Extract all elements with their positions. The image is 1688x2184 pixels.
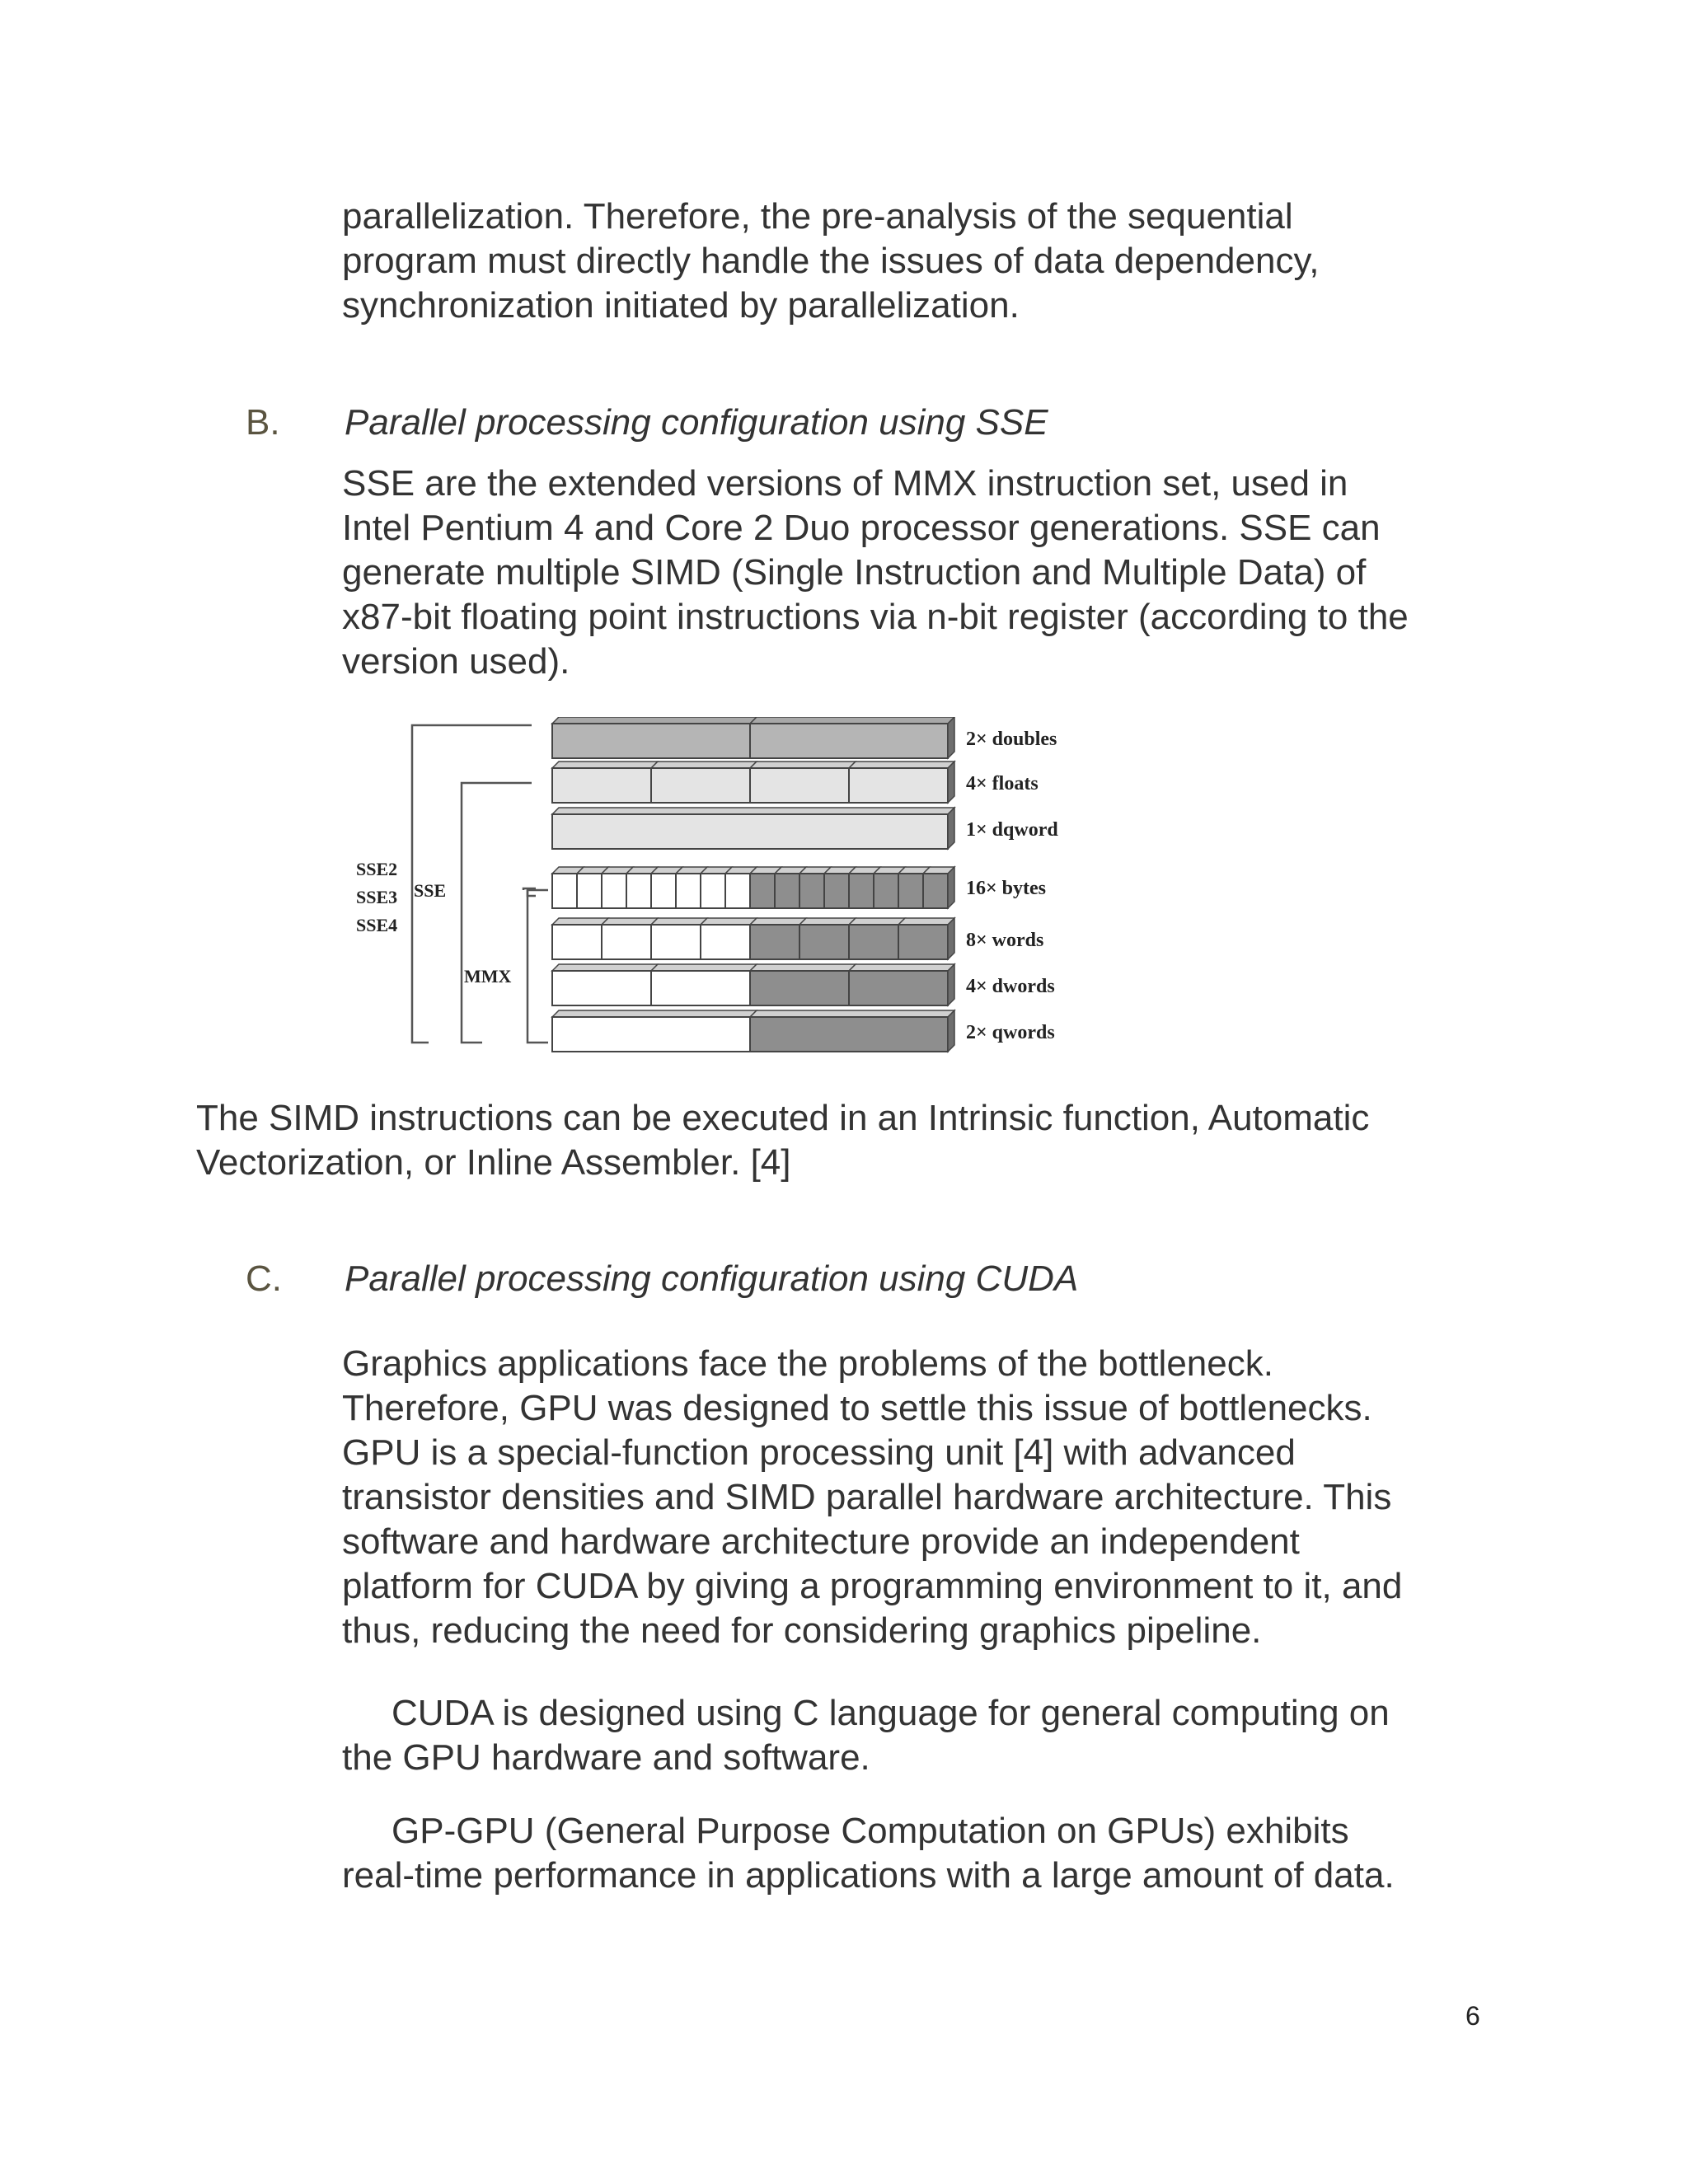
text-line: version used). <box>342 641 570 682</box>
cell-top-face <box>750 1010 954 1017</box>
register-row-bytes <box>552 867 954 908</box>
text-line: platform for CUDA by giving a programming environment to it, and <box>342 1566 1403 1606</box>
cell-top-face <box>750 717 954 724</box>
cell-side-face <box>948 762 954 803</box>
register-cell <box>651 925 701 959</box>
cell-top-face <box>552 717 757 724</box>
register-cell <box>750 925 799 959</box>
paragraph-gpgpu <box>342 1809 1395 1898</box>
register-cell <box>577 874 602 908</box>
text-line: x87-bit floating point instructions via n-bit register (according to the <box>342 597 1409 637</box>
cell-top-face <box>701 918 757 925</box>
register-cell <box>552 925 602 959</box>
register-cell <box>725 874 750 908</box>
register-row-words <box>552 918 954 959</box>
register-cell <box>552 814 948 849</box>
cell-top-face <box>552 918 608 925</box>
row-label-doubles: 2× doubles <box>966 729 1057 750</box>
register-cell <box>898 925 948 959</box>
row-label-qwords: 2× qwords <box>966 1022 1055 1043</box>
cell-top-face <box>849 918 905 925</box>
cell-top-face <box>849 964 954 971</box>
text-line: generate multiple SIMD (Single Instruction and Multiple Data) of <box>342 552 1367 593</box>
section-c-heading <box>246 1257 1482 1301</box>
section-b-title: Parallel processing configuration using SSE <box>345 402 1048 443</box>
text-line: the GPU hardware and software. <box>342 1737 870 1778</box>
register-cell <box>750 768 849 803</box>
page-number: 6 <box>1465 2001 1480 2031</box>
register-row-dqword <box>552 808 954 849</box>
register-row-qwords <box>552 1010 954 1052</box>
row-label-bytes: 16× bytes <box>966 878 1047 899</box>
paragraph-cuda-intro <box>342 1342 1402 1653</box>
cell-top-face <box>750 964 856 971</box>
text-line: CUDA is designed using C language for general computing on <box>392 1693 1390 1733</box>
register-cell <box>651 971 750 1005</box>
text-line: Intel Pentium 4 and Core 2 Duo processor generations. SSE can <box>342 508 1381 548</box>
sse2-label: SSE2 <box>356 859 398 879</box>
text-line: transistor densities and SIMD parallel hardware architecture. This <box>342 1477 1392 1517</box>
paragraph-intro <box>342 194 1319 328</box>
cell-top-face <box>552 1010 757 1017</box>
register-cell <box>552 724 750 758</box>
sse-label: SSE <box>414 880 447 901</box>
register-cell <box>552 971 651 1005</box>
row-label-dqword: 1× dqword <box>966 819 1058 841</box>
cell-top-face <box>799 918 856 925</box>
text-line: parallelization. Therefore, the pre-analysis of the sequential <box>342 196 1293 237</box>
register-cell <box>775 874 799 908</box>
text-line: software and hardware architecture provide an independent <box>342 1521 1300 1562</box>
cell-side-face <box>948 1010 954 1052</box>
cell-side-face <box>948 918 954 959</box>
cell-top-face <box>750 762 856 768</box>
register-cell <box>849 925 898 959</box>
register-cell <box>923 874 948 908</box>
register-cell <box>750 1017 948 1052</box>
register-cell <box>602 874 626 908</box>
register-cell <box>849 971 948 1005</box>
register-cell <box>898 874 923 908</box>
register-cell <box>552 768 651 803</box>
register-cell <box>750 971 849 1005</box>
register-cell <box>799 874 824 908</box>
section-c-letter: C. <box>246 1258 282 1299</box>
mmx-label: MMX <box>464 966 512 987</box>
section-b-heading <box>246 401 1482 445</box>
register-cell <box>602 925 651 959</box>
cell-top-face <box>651 918 707 925</box>
text-line: Therefore, GPU was designed to settle this issue of bottlenecks. <box>342 1388 1372 1428</box>
register-cell <box>651 768 750 803</box>
sse-bracket <box>462 783 532 1043</box>
register-row-doubles <box>552 717 954 758</box>
sse4-label: SSE4 <box>356 915 398 935</box>
cell-top-face <box>552 964 658 971</box>
text-line: synchronization initiated by parallelization. <box>342 285 1020 326</box>
cell-top-face <box>552 762 658 768</box>
row-label-floats: 4× floats <box>966 773 1039 794</box>
register-row-dwords <box>552 964 954 1005</box>
text-line: program must directly handle the issues of data dependency, <box>342 241 1320 281</box>
cell-top-face <box>750 918 806 925</box>
register-cell <box>849 768 948 803</box>
register-cell <box>676 874 701 908</box>
text-line: real-time performance in applications with a large amount of data. <box>342 1855 1395 1896</box>
sse3-label: SSE3 <box>356 887 398 907</box>
cell-side-face <box>948 717 954 758</box>
register-cell <box>626 874 651 908</box>
cell-side-face <box>948 808 954 849</box>
row-label-words: 8× words <box>966 930 1044 951</box>
text-line: Graphics applications face the problems of the bottleneck. <box>342 1343 1273 1384</box>
mmx-bracket <box>528 890 548 1043</box>
cell-top-face <box>898 918 954 925</box>
cell-side-face <box>948 964 954 1005</box>
text-line: SSE are the extended versions of MMX instruction set, used in <box>342 463 1348 504</box>
cell-top-face <box>849 762 954 768</box>
register-cell <box>799 925 849 959</box>
register-cell <box>824 874 849 908</box>
cell-side-face <box>948 867 954 908</box>
cell-top-face <box>602 918 658 925</box>
cell-top-face <box>552 808 954 814</box>
text-line: GP-GPU (General Purpose Computation on GPUs) exhibits <box>392 1811 1349 1851</box>
sse-register-diagram <box>346 717 1104 1071</box>
register-cell <box>701 925 750 959</box>
section-c-title: Parallel processing configuration using CUDA <box>345 1258 1079 1299</box>
text-line: GPU is a special-function processing unit [4] with advanced <box>342 1432 1296 1473</box>
register-row-floats <box>552 762 954 803</box>
text-line: The SIMD instructions can be executed in an Intrinsic function, Automatic <box>196 1098 1370 1138</box>
register-cell <box>750 874 775 908</box>
register-rows <box>552 717 954 1052</box>
paragraph-sse <box>342 462 1409 684</box>
text-line: Vectorization, or Inline Assembler. [4] <box>196 1142 791 1183</box>
section-b-letter: B. <box>246 402 280 443</box>
paragraph-cuda-c <box>342 1691 1390 1780</box>
register-cell <box>849 874 874 908</box>
text-line: thus, reducing the need for considering graphics pipeline. <box>342 1610 1262 1651</box>
paragraph-simd <box>196 1096 1369 1185</box>
register-cell <box>701 874 725 908</box>
row-label-dwords: 4× dwords <box>966 976 1055 997</box>
register-cell <box>750 724 948 758</box>
register-cell <box>874 874 898 908</box>
register-cell <box>552 874 577 908</box>
cell-top-face <box>651 762 757 768</box>
cell-top-face <box>651 964 757 971</box>
register-cell <box>651 874 676 908</box>
register-cell <box>552 1017 750 1052</box>
